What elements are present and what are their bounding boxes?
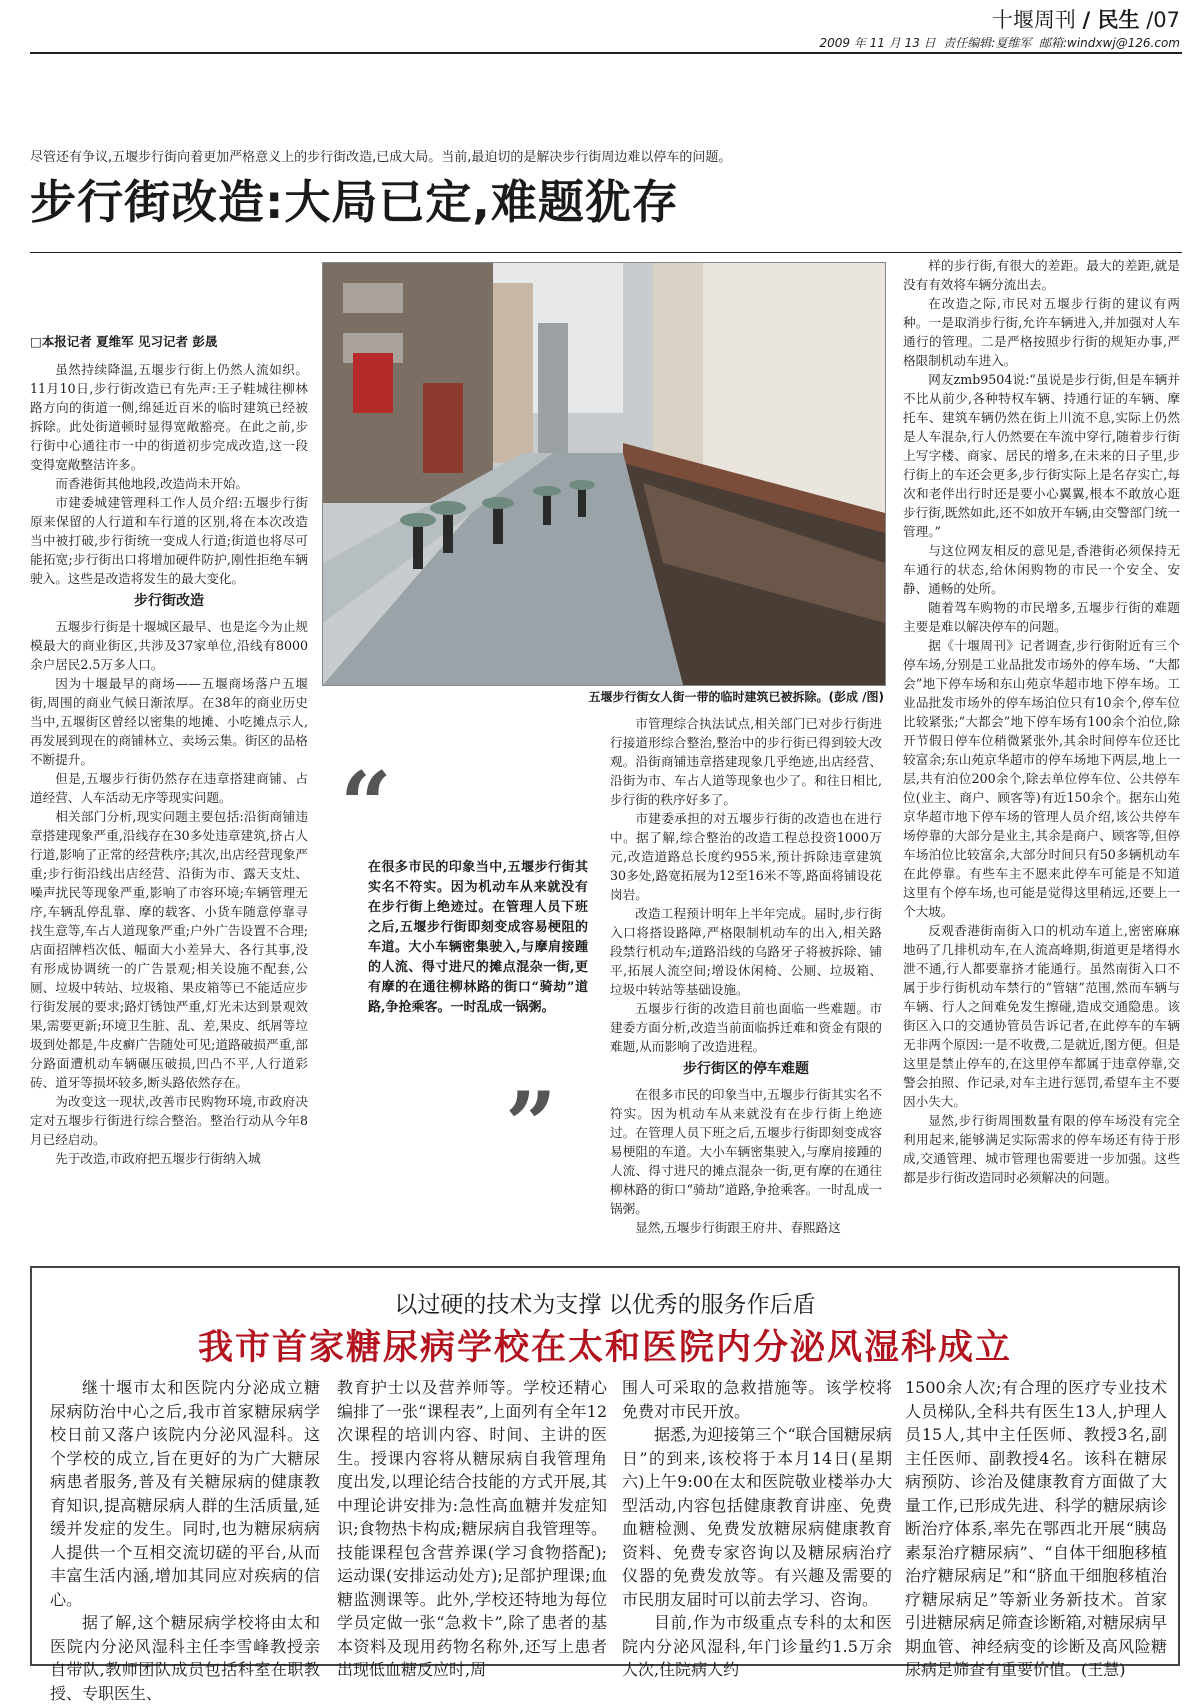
paragraph: 目前,作为市级重点专科的太和医院内分泌风湿科,年门诊量约1.5万余人次,住院病人约	[622, 1613, 892, 1679]
section-heading: 步行街区的停车难题	[683, 1061, 809, 1077]
hospital-column-2	[337, 1376, 607, 1679]
paragraph: 教育护士以及营养师等。学校还精心编排了一张“课程表”,上面列有全年12次课程的培训内容、时间、主讲的医生。授课内容将从糖尿病自我管理角度出发,以理论结合技能的方式开展,其中理论讲安排为:急性高血糖并发症知识;食物热卡构成;糖尿病自我管理等。技能课程包含营养课(学习食物搭配);运动课(安排运动处方);足部护理课;血糖监测课等。此外,学校还特地为每位学员定做一张“急救卡”,除了患者的基本资料及现用药物名称外,还写上患者出现低血糖反应时,周	[337, 1378, 607, 1679]
paragraph: 因为十堰最早的商场——五堰商场落户五堰街,周围的商业气候日渐浓厚。在38年的商业历史当中,五堰街区曾经以密集的地摊、小吃摊点示人,再发展到现在的商铺林立、卖场云集。街区的品格不断提升。	[30, 676, 308, 767]
top-rule	[30, 52, 1182, 54]
column-3	[610, 714, 882, 1254]
paragraph: 围人可采取的急救措施等。该学校将免费对市民开放。	[622, 1378, 892, 1421]
byline: □本报记者 夏维军 见习记者 彭晟	[30, 334, 218, 349]
section-name: 民生	[1097, 8, 1140, 32]
section-heading: 步行街改造	[134, 593, 204, 609]
paragraph: 网友zmb9504说:“虽说是步行街,但是车辆并不比从前少,各种特权车辆、持通行证的车辆、摩托车、建筑车辆仍然在街上川流不息,实际上仍然是人车混杂,行人仍然要在车流中穿行,随着步行街上写字楼、商家、居民的增多,在未来的日子里,步行街上的车还会更多,步行街实际上是名存实亡,每次和老伴出行时还是要小心翼翼,根本不敢放心逛步行街,既然如此,还不如放开车辆,由交警部门统一管理。”	[903, 372, 1180, 539]
paragraph: 市管理综合执法试点,相关部门已对步行街进行接道形综合整治,整治中的步行街已得到较大改观。沿街商铺违章搭建现象几乎绝迹,出店经营、沿街为市、车占人道等现象也少了。和往日相比,步行街的秩序好多了。	[610, 716, 882, 807]
paragraph: 继十堰市太和医院内分泌成立糖尿病防治中心之后,我市首家糖尿病学校日前又落户该院内分泌风湿科。这个学校的成立,旨在更好的为广大糖尿病患者服务,普及有关糖尿病的健康教育知识,提高糖尿病人群的生活质量,延缓并发症的发生。同时,也为糖尿病病人提供一个互相交流切磋的平台,从而丰富生活内涵,增加其同应对疾病的信心。	[50, 1378, 320, 1609]
photo-caption: 五堰步行街女人街一带的临时建筑已被拆除。(彭成 /图)	[588, 690, 884, 704]
editor-email: 邮箱:windxwj@126.com	[1038, 36, 1180, 50]
column-4	[903, 256, 1180, 1254]
street-photo-illustration	[323, 263, 885, 685]
paragraph: 市建委承担的对五堰步行街的改造也在进行中。据了解,综合整治的改造工程总投资1000万元,改造道路总长度约955米,预计拆除违章建筑30多处,路宽拓展为12至16米不等,路面将铺设花岗岩。	[610, 811, 882, 902]
issue-date: 2009 年 11 月 13 日	[819, 36, 936, 50]
paper-name: 十堰周刊	[991, 8, 1076, 32]
paragraph: 反观香港街南街入口的机动车道上,密密麻麻地码了几排机动车,在人流高峰期,街道更是堵得水泄不通,行人都要靠挤才能通行。虽然南街入口不属于步行街机动车禁行的“管辖”范围,然而车辆与车辆、行人之间难免发生擦碰,造成交通隐患。该街区入口的交通协管员告诉记者,在此停车的车辆无非两个原因:一是不收费,二是就近,图方便。但是这里是禁止停车的,在这里停车都属于违章停靠,交警会拍照、作记录,对车主进行惩罚,希望车主不要因小失大。	[903, 923, 1180, 1109]
paragraph: 显然,步行街周围数量有限的停车场没有完全利用起来,能够满足实际需求的停车场还有待于形成,交通管理、城市管理也需要进一步加强。这些都是步行街改造同时必须解决的问题。	[903, 1113, 1180, 1185]
article-lead: 尽管还有争议,五堰步行街向着更加严格意义上的步行街改造,已成大局。当前,最迫切的是解决步行街周边难以停车的问题。	[30, 150, 732, 165]
page-number: 07	[1153, 8, 1180, 32]
page-meta	[820, 34, 1181, 51]
hospital-article-headline: 我市首家糖尿病学校在太和医院内分泌风湿科成立	[197, 1328, 1012, 1368]
editor-credit: 责任编辑:夏维军	[943, 36, 1032, 50]
paragraph: 为改变这一现状,改善市民购物环境,市政府决定对五堰步行街进行综合整治。整治行动从今年8月已经启动。	[30, 1094, 308, 1147]
paragraph: 据了解,这个糖尿病学校将由太和医院内分泌风湿科主任李雪峰教授亲自带队,教师团队成员包括科室在职教授、专职医生、	[50, 1613, 320, 1703]
paragraph: 随着驾车购物的市民增多,五堰步行街的难题主要是难以解决停车的问题。	[903, 600, 1180, 634]
paragraph: 改造工程预计明年上半年完成。届时,步行街入口将搭设路障,严格限制机动车的出入,相关路段禁行机动车;道路沿线的乌路牙子将被拆除、铺平,拓展人流空间;增设休闲椅、公厕、垃圾箱、垃圾中转站等基础设施。	[610, 906, 882, 997]
paragraph: 在改造之际,市民对五堰步行街的建议有两种。一是取消步行街,允许车辆进入,并加强对人车通行的管理。二是严格按照步行街的规矩办事,严格限制机动车进入。	[903, 296, 1180, 368]
column-1	[30, 360, 308, 1250]
hospital-column-4	[905, 1376, 1167, 1679]
article-headline: 步行街改造:大局已定,难题犹存	[30, 175, 679, 229]
paragraph: 样的步行街,有很大的差距。最大的差距,就是没有有效将车辆分流出去。	[903, 258, 1180, 292]
paragraph: 相关部门分析,现实问题主要包括:沿街商铺违章搭建现象严重,沿线存在30多处违章建筑,挤占人行道,影响了正常的经营秩序;其次,出店经营现象严重;步行街沿线出店经营、沿街为市、露天支灶、噪声扰民等现象严重,影响了市容环境;车辆管理无序,车辆乱停乱靠、摩的载客、小货车随意停靠寻找生意等,车占人道现象严重;户外广告设置不合理;店面招牌档次低、幅面大小差异大、各行其事,没有形成协调统一的广告景观;相关设施不配套,公厕、垃圾中转站、垃圾箱、果皮箱等已不能适应步行街发展的要求;路灯锈蚀严重,灯光未达到景观效果,需要更新;环境卫生脏、乱、差,果皮、纸屑等垃圾到处都是,牛皮癣广告随处可见;道路破损严重,部分路面遭机动车辆碾压破损,凹凸不平,人行道彩砖、道牙等损坏较多,断头路依然存在。	[30, 809, 308, 1090]
paragraph: 五堰步行街是十堰城区最早、也是迄今为止规模最大的商业街区,共涉及37家单位,沿线有8000余户居民2.5万多人口。	[30, 619, 308, 672]
close-quote-mark: ”	[505, 1072, 557, 1178]
headline-rule	[30, 252, 1182, 253]
paragraph: 五堰步行街的改造目前也面临一些难题。市建委方面分析,改造当前面临拆迁难和资金有限的难题,从而影响了改造进程。	[610, 1001, 882, 1054]
paragraph: 据悉,为迎接第三个“联合国糖尿病日”的到来,该校将于本月14日(星期六)上午9:00在太和医院敬业楼举办大型活动,内容包括健康教育讲座、免费血糖检测、免费发放糖尿病健康教育资料、免费专家咨询以及糖尿病治疗仪器的免费发放等。有兴趣及需要的市民朋友届时可以前去学习、咨询。	[622, 1425, 892, 1609]
pull-quote: 在很多市民的印象当中,五堰步行街其实名不符实。因为机动车从来就没有在步行街上绝迹过。在管理人员下班之后,五堰步行街即刻变成容易梗阻的车道。大小车辆密集驶入,与摩肩接踵的人流、得寸进尺的摊点混杂一街,更有摩的在通往柳林路的街口“骑劫”道路,争抢乘客。一时乱成一锅粥。	[368, 860, 588, 1015]
paragraph: 显然,五堰步行街跟王府井、春熙路这	[635, 1220, 841, 1235]
street-photo	[322, 262, 886, 686]
paragraph: 与这位网友相反的意见是,香港街必须保持无车通行的状态,给休闲购物的市民一个安全、安静、通畅的处所。	[903, 543, 1180, 596]
paragraph: 虽然持续降温,五堰步行街上仍然人流如织。11月10日,步行街改造已有先声:王子鞋城往柳林路方向的街道一侧,绵延近百米的临时建筑已经被拆除。此处街道顿时显得宽敞豁亮。在此之前,步行街中心通往市一中的街道初步完成改造,这一段变得宽敞整洁许多。	[30, 362, 308, 472]
hospital-column-3	[622, 1376, 892, 1679]
paragraph: 市建委城建管理科工作人员介绍:五堰步行街原来保留的人行道和车行道的区别,将在本次改造当中被打破,步行街统一变成人行道;街道也将尽可能拓宽;步行街出口将增加硬件防护,刚性拒绝车辆驶入。这些是改造将发生的最大变化。	[30, 495, 308, 586]
masthead: 十堰周刊 / 民生 /07	[991, 8, 1180, 32]
paragraph: 先于改造,市政府把五堰步行街纳入城	[55, 1151, 261, 1166]
paragraph: 1500余人次;有合理的医疗专业技术人员梯队,全科共有医生13人,护理人员15人,其中主任医师、教授3名,副主任医师、副教授4名。该科在糖尿病预防、诊治及健康教育方面做了大量工作,已形成先进、科学的糖尿病诊断治疗体系,率先在鄂西北开展“胰岛素泵治疗糖尿病”、“自体干细胞移植治疗糖尿病足”和“脐血干细胞移植治疗糖尿病足”等新业务新技术。首家引进糖尿病足筛查诊断箱,对糖尿病早期血管、神经病变的诊断及高风险糖尿病足筛查有重要价值。(王慧)	[905, 1378, 1167, 1679]
hospital-article-subtitle: 以过硬的技术为支撑 以优秀的服务作后盾	[394, 1292, 816, 1318]
paragraph: 而香港街其他地段,改造尚未开始。	[55, 476, 249, 491]
open-quote-mark: “	[340, 752, 392, 858]
paragraph: 但是,五堰步行街仍然存在违章搭建商铺、占道经营、人车活动无序等现实问题。	[30, 771, 308, 805]
paragraph: 据《十堰周刊》记者调查,步行街附近有三个停车场,分别是工业品批发市场外的停车场、“大都会”地下停车场和东山苑京华超市地下停车场。工业品批发市场外的停车场泊位只有10余个,停车位比较紧张;“大都会”地下停车场有100余个泊位,除开节假日停车位稍微紧张外,其余时间停车位还比较富余;东山苑京华超市的停车场地下两层,地上一层,共有泊位200余个,除去单位停车位、公共停车位(业主、商户、顾客等)有近150余个。据东山苑京华超市地下停车场的管理人员介绍,该公共停车场停靠的大部分是业主,其余是商户、顾客等,但停车场泊位比较富余,大部分时间只有50多辆机动车在此停靠。有些车主不愿来此停车可能是不知道这里有个停车场,也可能是觉得这里稍远,还要上一个大坡。	[903, 638, 1180, 919]
paragraph: 在很多市民的印象当中,五堰步行街其实名不符实。因为机动车从来就没有在步行街上绝迹过。在管理人员下班之后,五堰步行街即刻变成容易梗阻的车道。大小车辆密集驶入,与摩肩接踵的人流、得寸进尺的摊点混杂一街,更有摩的在通往柳林路的街口“骑劫”道路,争抢乘客。一时乱成一锅粥。	[610, 1087, 882, 1216]
hospital-column-1	[50, 1376, 320, 1703]
